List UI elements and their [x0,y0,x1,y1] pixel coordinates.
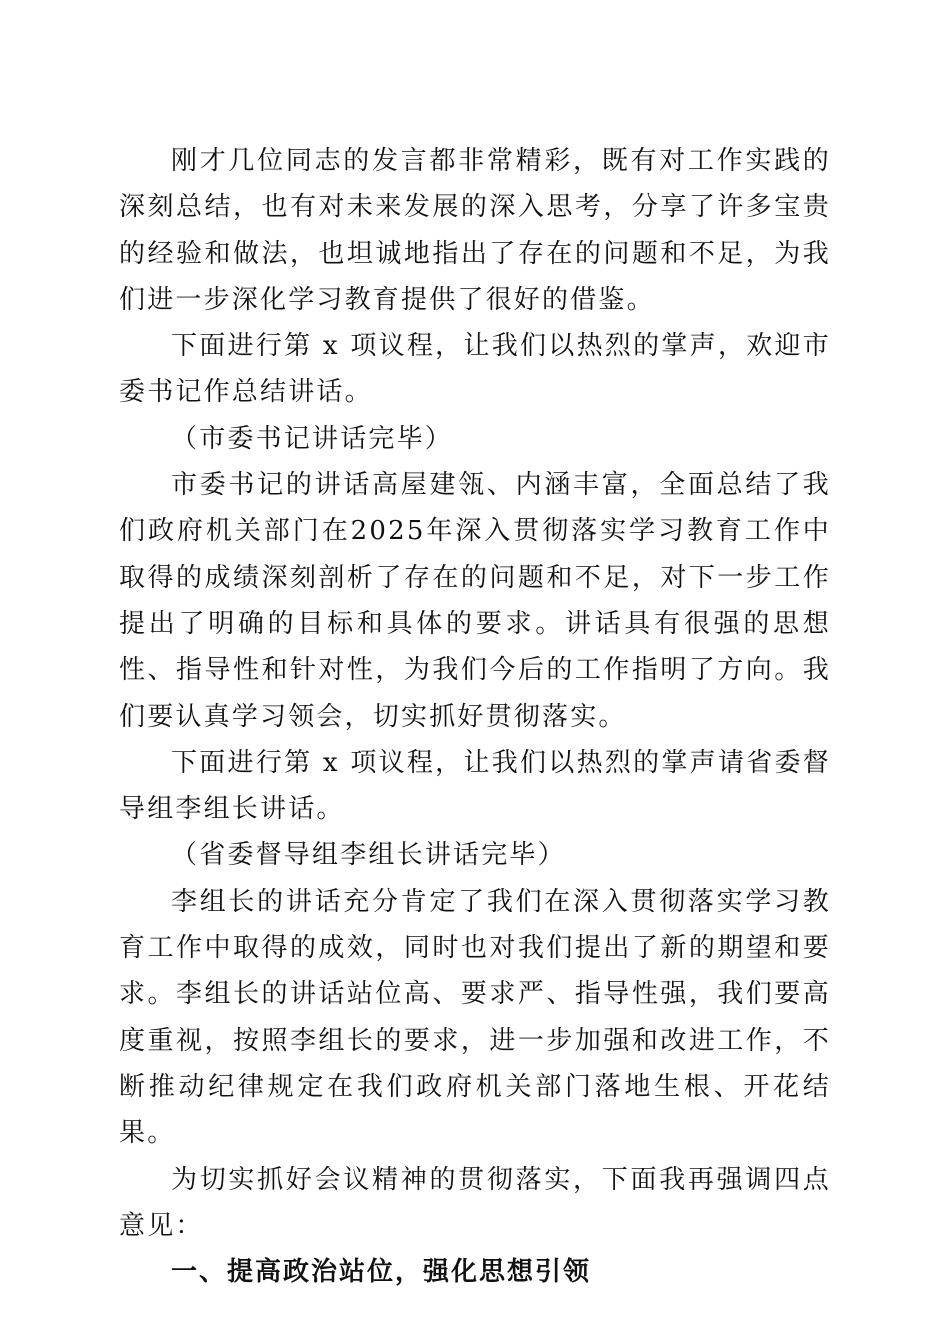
paragraph-speech-review: 刚才几位同志的发言都非常精彩，既有对工作实践的深刻总结，也有对未来发展的深入思考，分享了许多宝贵的经验和做法，也坦诚地指出了存在的问题和不足，为我们进一步深化学习教育提供了很好的借鉴。 [119,146,831,315]
paragraph-secretary-summary: 市委书记的讲话高屋建瓴、内涵丰富，全面总结了我们政府机关部门在2025年深入贯彻落实学习教育工作中取得的成绩深刻剖析了存在的问题和不足，对下一步工作提出了明确的目标和具体的要求。讲话具有很强的思想性、指导性和针对性，为我们今后的工作指明了方向。我们要认真学习领会，切实抓好贯彻落实。 [119,470,831,732]
paragraph-agenda-group-leader: 下面进行第 x 项议程，让我们以热烈的掌声请省委督导组李组长讲话。 [119,747,831,825]
paragraph-group-leader-summary: 李组长的讲话充分肯定了我们在深入贯彻落实学习教育工作中取得的成效，同时也对我们提出了新的期望和要求。李组长的讲话站位高、要求严、指导性强，我们要高度重视，按照李组长的要求，进一步加强和改进工作，不断推动纪律规定在我们政府机关部门落地生根、开花结果。 [119,886,831,1149]
stage-note-secretary-finished: （市委书记讲话完毕） [171,423,454,454]
paragraph-four-points-intro: 为切实抓好会议精神的贯彻落实，下面我再强调四点意见： [119,1164,831,1241]
stage-note-group-leader-finished: （省委督导组李组长讲话完毕） [171,840,566,871]
paragraph-agenda-secretary: 下面进行第 x 项议程，让我们以热烈的掌声，欢迎市委书记作总结讲话。 [119,331,831,408]
section-heading-one: 一、提高政治站位，强化思想引领 [171,1257,592,1288]
document-page [119,138,831,1295]
